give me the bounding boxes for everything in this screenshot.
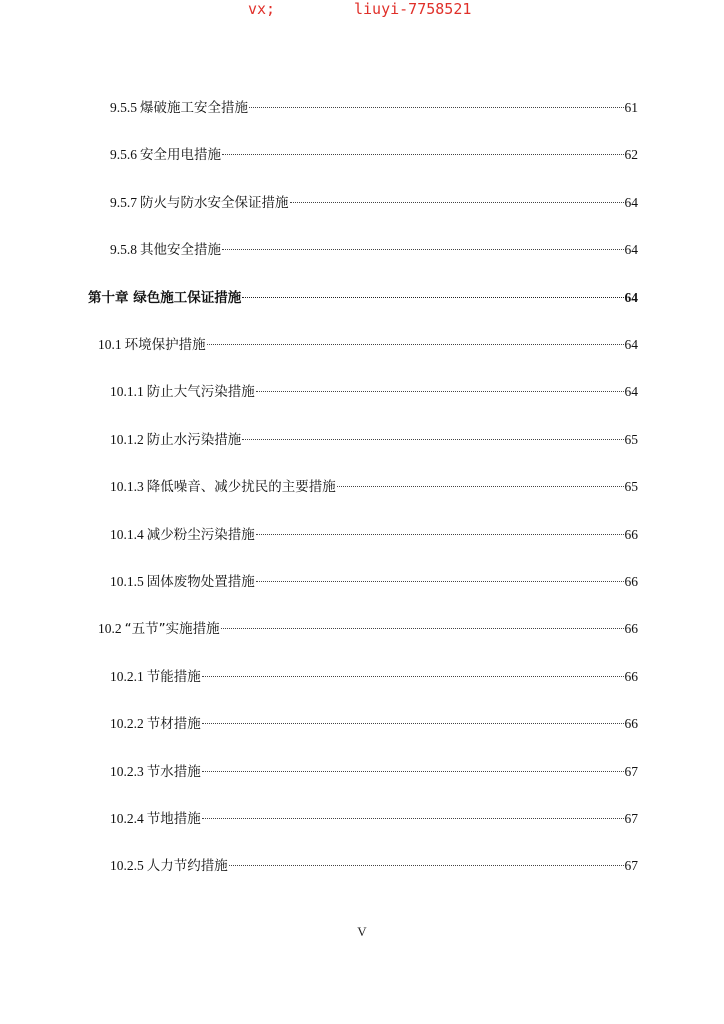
toc-entry-page: 65 bbox=[624, 432, 638, 447]
toc-entry-page: 64 bbox=[624, 242, 638, 257]
toc-entry-page: 62 bbox=[624, 147, 638, 162]
toc-entry[interactable] bbox=[110, 809, 638, 829]
toc-entry-number: 10.2.5 bbox=[110, 858, 144, 873]
toc-entry[interactable] bbox=[110, 667, 638, 687]
toc-entry-number: 10.2.2 bbox=[110, 716, 144, 731]
toc-entry[interactable] bbox=[110, 240, 638, 260]
toc-entry-page: 64 bbox=[624, 384, 638, 399]
toc-entry-title: 减少粉尘污染措施 bbox=[146, 527, 255, 543]
toc-entry[interactable] bbox=[110, 430, 638, 450]
toc-dot-leader bbox=[256, 391, 624, 392]
toc-entry-title: 安全用电措施 bbox=[140, 147, 221, 163]
toc-entry[interactable] bbox=[110, 714, 638, 734]
toc-entry-page: 67 bbox=[624, 764, 638, 779]
toc-entry[interactable] bbox=[110, 382, 638, 402]
toc-entry-title: 节水措施 bbox=[146, 764, 201, 780]
toc-entry-page: 61 bbox=[624, 100, 638, 115]
toc-entry[interactable] bbox=[110, 145, 638, 165]
toc-entry-title: 防止大气污染措施 bbox=[146, 384, 255, 400]
toc-entry-title: 节能措施 bbox=[146, 669, 201, 685]
toc-entry-number: 10.1 bbox=[98, 337, 122, 352]
toc-entry-page: 65 bbox=[624, 479, 638, 494]
toc-entry-number: 9.5.7 bbox=[110, 195, 137, 210]
toc-dot-leader bbox=[337, 486, 624, 487]
toc-entry[interactable] bbox=[110, 856, 638, 876]
toc-dot-leader bbox=[229, 865, 624, 866]
toc-chapter-entry[interactable] bbox=[88, 288, 638, 308]
toc-entry-number: 10.2 bbox=[98, 621, 122, 636]
toc-entry-title: 节地措施 bbox=[146, 811, 201, 827]
toc-entry-page: 67 bbox=[624, 858, 638, 873]
toc-entry-page: 66 bbox=[624, 716, 638, 731]
toc-entry-number: 9.5.8 bbox=[110, 242, 137, 257]
toc-entry-page: 66 bbox=[624, 621, 638, 636]
toc-dot-leader bbox=[222, 154, 624, 155]
toc-entry-page: 64 bbox=[624, 290, 638, 305]
toc-dot-leader bbox=[242, 439, 623, 440]
toc-entry-page: 66 bbox=[624, 669, 638, 684]
toc-entry[interactable] bbox=[110, 477, 638, 497]
toc-entry-title: 其他安全措施 bbox=[140, 242, 221, 258]
toc-entry[interactable] bbox=[98, 335, 638, 355]
toc-entry[interactable] bbox=[110, 572, 638, 592]
toc-dot-leader bbox=[202, 771, 624, 772]
toc-entry-page: 64 bbox=[624, 337, 638, 352]
toc-entry[interactable] bbox=[110, 193, 638, 213]
toc-entry[interactable] bbox=[110, 762, 638, 782]
toc-dot-leader bbox=[222, 249, 624, 250]
toc-dot-leader bbox=[202, 818, 624, 819]
toc-entry-page: 66 bbox=[624, 574, 638, 589]
toc-entry-number: 10.1.4 bbox=[110, 527, 144, 542]
toc-entry-title: 防止水污染措施 bbox=[146, 432, 242, 448]
toc-entry-title: 爆破施工安全措施 bbox=[140, 100, 248, 116]
toc-dot-leader bbox=[242, 297, 623, 298]
toc-entry-page: 67 bbox=[624, 811, 638, 826]
toc-dot-leader bbox=[207, 344, 624, 345]
toc-entry-number: 10.1.2 bbox=[110, 432, 144, 447]
watermark-contact-id: liuyi-7758521 bbox=[354, 0, 472, 18]
toc-entry-title: 节材措施 bbox=[146, 716, 201, 732]
toc-entry-title: 环境保护措施 bbox=[124, 337, 206, 353]
toc-dot-leader bbox=[256, 534, 624, 535]
page-number: V bbox=[357, 924, 367, 939]
watermark-contact-label: vx; bbox=[248, 0, 276, 18]
watermark bbox=[0, 0, 724, 22]
toc-entry[interactable] bbox=[98, 619, 638, 639]
toc-dot-leader bbox=[290, 202, 624, 203]
toc-entry-title: 防火与防水安全保证措施 bbox=[140, 195, 289, 211]
toc-entry-number: 10.1.5 bbox=[110, 574, 144, 589]
toc-entry-title: 降低噪音、减少扰民的主要措施 bbox=[146, 479, 336, 495]
toc-entry[interactable] bbox=[110, 98, 638, 118]
toc-dot-leader bbox=[202, 676, 624, 677]
toc-entry-number: 10.2.4 bbox=[110, 811, 144, 826]
toc-dot-leader bbox=[249, 107, 624, 108]
toc-entry-number: 10.1.1 bbox=[110, 384, 144, 399]
toc-entry-title: 人力节约措施 bbox=[146, 858, 228, 874]
toc-entry-number: 10.2.1 bbox=[110, 669, 144, 684]
toc-entry-title: 固体废物处置措施 bbox=[146, 574, 255, 590]
toc-entry-number: 9.5.5 bbox=[110, 100, 137, 115]
toc-dot-leader bbox=[221, 628, 624, 629]
toc-dot-leader bbox=[202, 723, 624, 724]
toc-dot-leader bbox=[256, 581, 624, 582]
toc-entry-page: 66 bbox=[624, 527, 638, 542]
toc-entry[interactable] bbox=[110, 525, 638, 545]
toc-entry-number: 9.5.6 bbox=[110, 147, 137, 162]
toc-entry-number: 10.2.3 bbox=[110, 764, 144, 779]
toc-entry-title: 第十章 绿色施工保证措施 bbox=[88, 290, 242, 306]
toc-entry-number: 10.1.3 bbox=[110, 479, 144, 494]
toc-entry-page: 64 bbox=[624, 195, 638, 210]
toc-entry-title: “五节”实施措施 bbox=[124, 621, 220, 637]
